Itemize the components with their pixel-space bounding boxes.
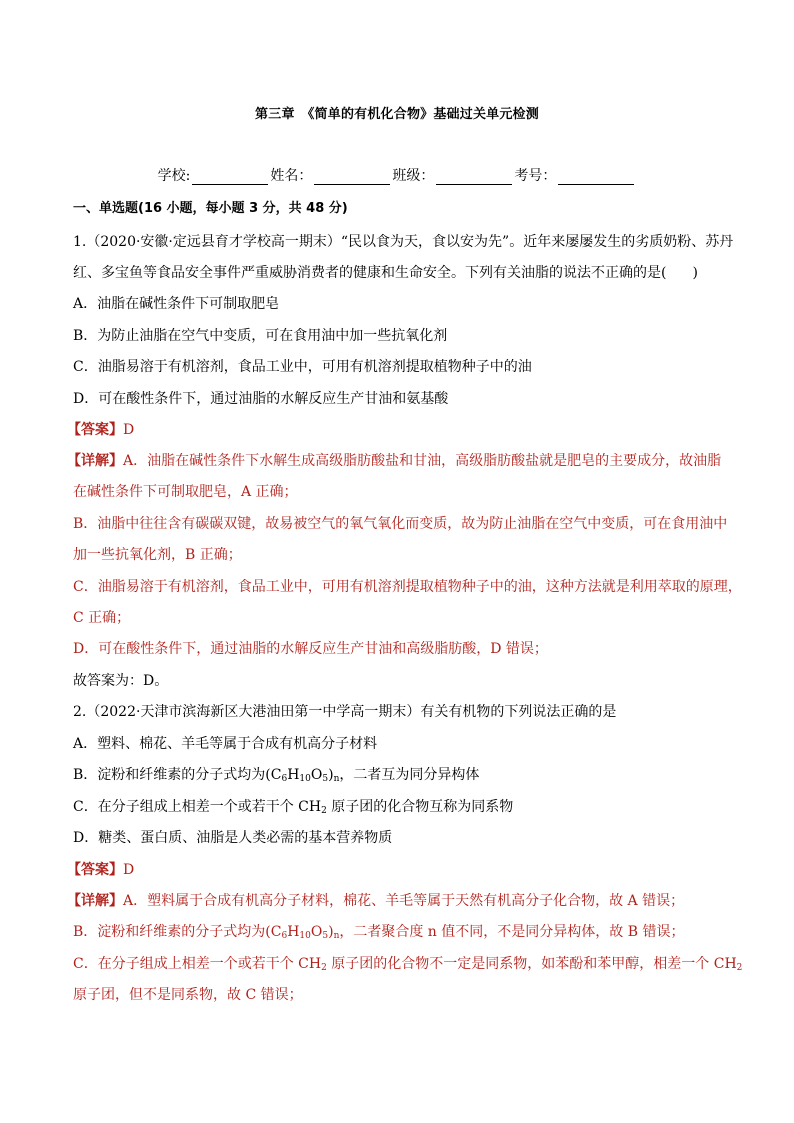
name-label: 姓名： [270,168,313,184]
q1-option-b: B．为防止油脂在空气中变质，可在食用油中加一些抗氧化剂 [73,328,448,344]
q2-option-d: D．糖类、蛋白质、油脂是人类必需的基本营养物质 [73,830,393,846]
q1-detail-line5: C．油脂易溶于有机溶剂，食品工业中，可用有机溶剂提取植物种子中的油，这种方法就是利用萃取的原理， [73,579,742,595]
q1-stem-line1: 1.（2020·安徽·定远县育才学校高一期末）“民以食为天，食以安为先”。近年来屡屡发生的劣质奶粉、苏丹 [73,234,734,250]
school-blank[interactable] [192,170,268,185]
q1-option-c: C．油脂易溶于有机溶剂，食品工业中，可用有机溶剂提取植物种子中的油 [73,359,532,375]
q2-option-b-text: B．淀粉和纤维素的分子式均为(C [73,767,282,783]
q2-d-sub-6: 6 [281,931,288,941]
q2-detail-line1 [67,892,727,910]
q2-option-b-post: ，二者互为同分异构体 [339,767,480,783]
q1-option-a: A．油脂在碱性条件下可制取肥皂 [73,296,280,312]
q2-sub-5: 5 [322,774,329,784]
q1-stem-line2 [73,264,733,282]
q2-detail-text1: A．塑料属于合成有机高分子材料，棉花、羊毛等属于天然有机高分子化合物，故 A 错误； [123,893,685,909]
q2-detail-line3-text: C．在分子组成上相差一个或若干个 CH [73,956,322,972]
q2-stem: 2.（2022·天津市滨海新区大港油田第一中学高一期末）有关有机物的下列说法正确的是 [73,704,617,720]
q1-detail-tag: 【详解】 [67,453,123,469]
section-heading: 一、单选题(16 小题，每小题 3 分，共 48 分) [73,201,348,216]
q2-d-close: ) [328,924,334,940]
q1-answer-value: D [123,422,135,438]
exam-no-blank[interactable] [558,170,634,185]
q2-d-h: H [287,924,300,940]
q2-sub-2: 2 [321,806,327,816]
q2-sub-10: 10 [299,774,311,784]
q1-detail-line3: B．油脂中往往含有碳碳双键，故易被空气的氧气氧化而变质，故为防止油脂在空气中变质，可在食用油中 [73,516,728,532]
q2-d-o: O [310,924,323,940]
q2-detail-line3-mid: 原子团的化合物不一定是同系物，如苯酚和苯甲醇，相差一个 CH [326,956,737,972]
student-info-line [0,165,794,185]
q1-detail-text1: A．油脂在碱性条件下水解生成高级脂肪酸盐和甘油，高级脂肪酸盐就是肥皂的主要成分，故油脂 [123,453,722,469]
q1-detail-line7: D．可在酸性条件下，通过油脂的水解反应生产甘油和高级脂肪酸，D 错误； [73,641,548,657]
q2-d-sub-5: 5 [322,931,329,941]
name-blank[interactable] [314,170,390,185]
q2-o: O [310,767,323,783]
school-label: 学校: [157,168,191,184]
q2-detail-line2-post: ，二者聚合度 n 值不同，不是同分异构体，故 B 错误； [339,924,685,940]
q2-option-c [73,798,733,816]
q2-h: H [287,767,300,783]
q2-detail-line2-text: B．淀粉和纤维素的分子式均为(C [73,924,282,940]
class-blank[interactable] [436,170,512,185]
q2-detail-tag: 【详解】 [67,893,123,909]
q2-sub-6: 6 [281,774,288,784]
document-title: 第三章 《简单的有机化合物》基础过关单元检测 [255,107,539,122]
q2-answer-tag: 【答案】 [67,862,123,878]
q1-answer [67,421,727,439]
q2-d-sub-2a: 2 [321,963,327,973]
q1-option-d: D．可在酸性条件下，通过油脂的水解反应生产甘油和氨基酸 [73,391,449,407]
q1-stem-line2-text: 红、多宝鱼等食品安全事件严重威胁消费者的健康和生命安全。下列有关油脂的说法不正确的是( [73,265,667,281]
q1-detail-line2: 在碱性条件下可制取肥皂，A 正确； [73,484,298,500]
q2-sub-n: n [333,774,340,784]
q2-detail-line2 [73,923,733,941]
q2-d-sub-10: 10 [299,931,311,941]
q2-answer-value: D [123,862,135,878]
q2-detail-line4: 原子团，但不是同系物，故 C 错误； [73,987,303,1003]
q1-answer-tag: 【答案】 [67,422,123,438]
q2-option-c-text: C．在分子组成上相差一个或若干个 CH [73,799,322,815]
q2-d-sub-n: n [333,931,340,941]
class-label: 班级： [392,168,435,184]
q2-detail-line3 [73,955,743,973]
q2-option-a: A．塑料、棉花、羊毛等属于合成有机高分子材料 [73,736,378,752]
q2-d-sub-2b: 2 [736,963,743,973]
q2-close: ) [328,767,334,783]
q2-answer [67,861,727,879]
q1-detail-line8: 故答案为：D。 [73,673,169,689]
q1-detail-line1 [67,452,727,470]
q2-option-c-post: 原子团的化合物互称为同系物 [326,799,514,815]
q1-stem-paren: ) [692,265,698,281]
q1-detail-line6: C 正确； [73,610,131,626]
q1-detail-line4: 加一些抗氧化剂，B 正确； [73,547,242,563]
exam-no-label: 考号： [514,168,557,184]
q2-option-b [73,766,733,784]
